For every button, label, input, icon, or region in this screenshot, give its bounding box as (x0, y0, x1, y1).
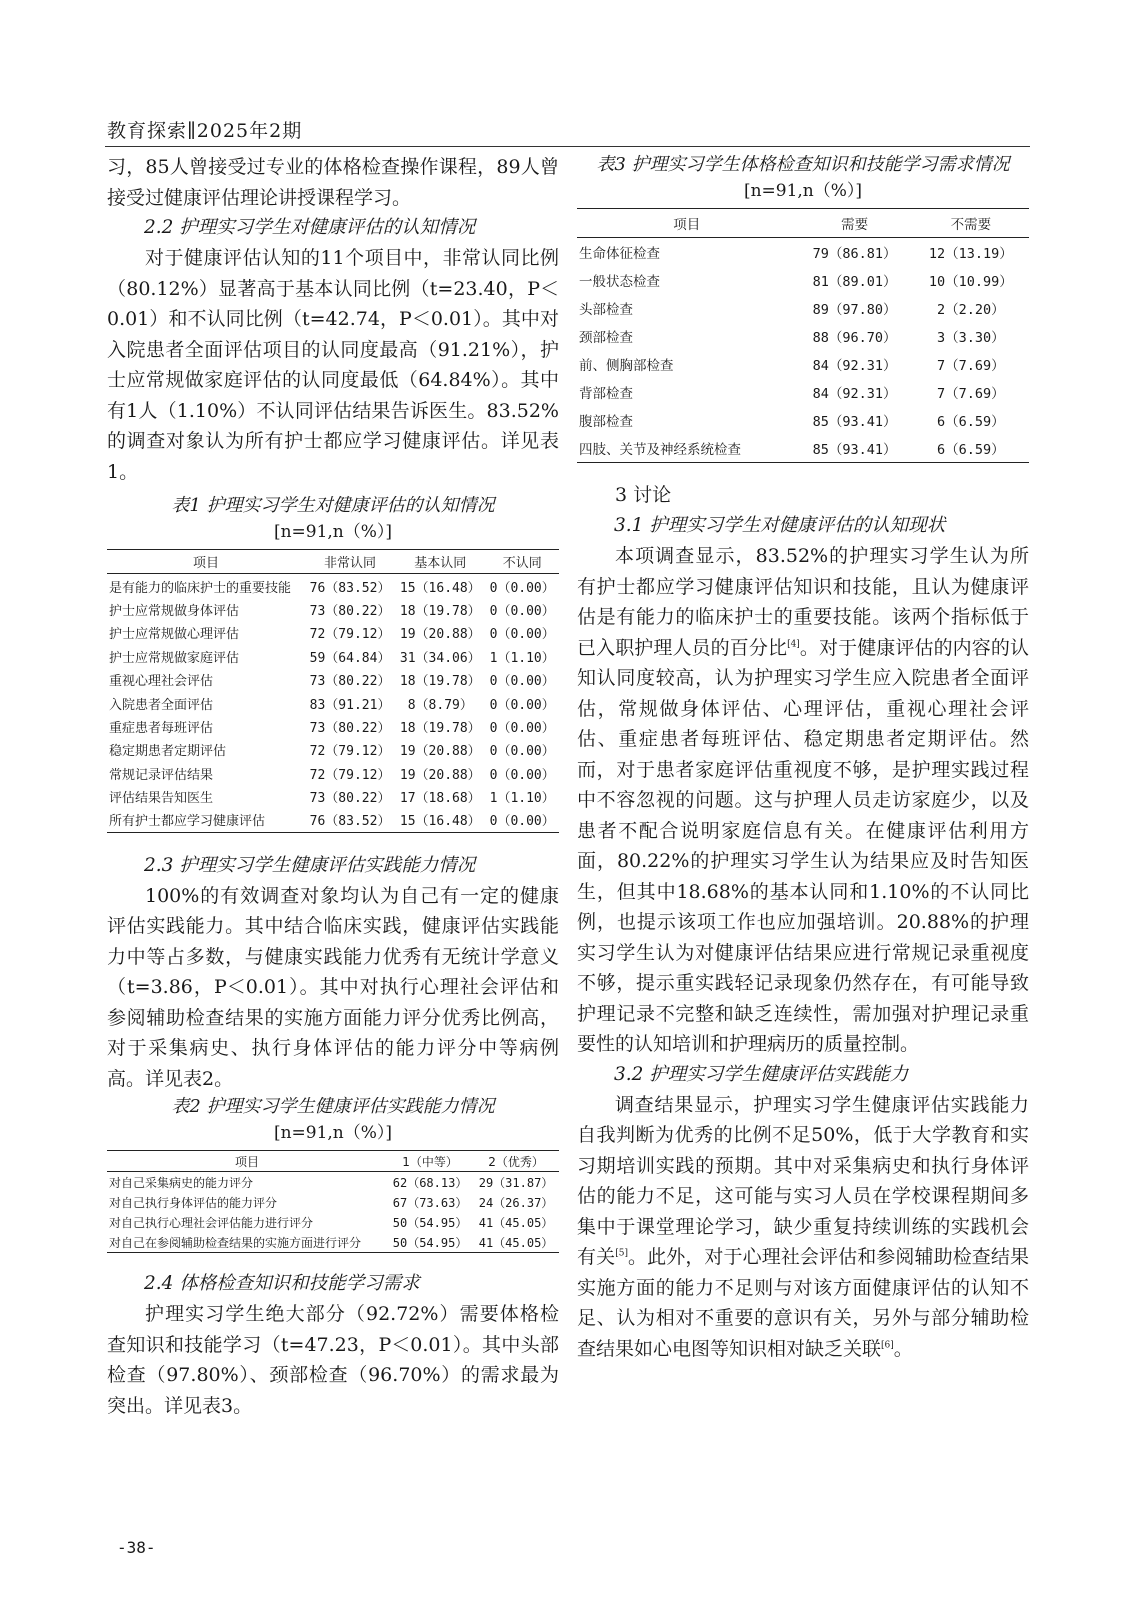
table1-row (107, 645, 559, 668)
table3-row (577, 238, 1029, 267)
section-heading-2-3: 2.3 护理实习学生健康评估实践能力情况 (144, 854, 476, 876)
table1-value-cell: 1（1.10） (489, 791, 555, 807)
table1-value-cell: 31（34.06） (399, 650, 481, 666)
table3-value-cell: 7（7.69） (937, 386, 1005, 402)
paragraph-3-1 (577, 541, 1029, 1060)
table3-value-cell: 2（2.20） (937, 302, 1005, 318)
table1-header-item: 项目 (107, 550, 305, 574)
table1-item-cell: 护士应常规做家庭评估 (109, 650, 240, 666)
header-rule (105, 146, 1030, 147)
table1-value-cell: 19（20.88） (399, 767, 481, 783)
table1-value-cell: 0（0.00） (489, 744, 555, 760)
table1-subcaption: [n=91,n（%）] (273, 522, 393, 542)
table3-value-cell: 6（6.59） (937, 414, 1005, 430)
table2-body (107, 1172, 559, 1253)
table1-item-cell: 护士应常规做身体评估 (109, 603, 240, 619)
table2-item-cell: 对自己采集病史的能力评分 (109, 1175, 254, 1190)
table1-value-cell: 73（80.22） (309, 720, 391, 736)
table1-item-cell: 入院患者全面评估 (109, 697, 214, 713)
table3-value-cell: 10（10.99） (928, 274, 1013, 290)
table2-header-item: 项目 (107, 1151, 387, 1172)
paragraph-3-1-part2: 。对于健康评估的内容的认知认同度较高，认为护理实习学生应入院患者全面评估，常规做身体评估、心理评估，重视心理社会评估、重症患者每班评估、稳定期患者定期评估。然而，对于患者家庭评估重视度不够，是护理实践过程中不容忽视的问题。这与护理人员走访家庭少，以及患者不配合说明家庭信息有关。在健康评估利用方面，80.22%的护理实习学生认为结果应及时告知医生，但其中18.68%的基本认同和1.10%的不认同比例，也提示该项工作也应加强培训。20.88%的护理实习学生认为对健康评估结果应进行常规记录重视度不够，提示重实践轻记录现象仍然存在，有可能导致护理记录不完整和缺乏连续性，需加强对护理记录重要性的认知培训和护理病历的质量控制。 (577, 636, 1029, 1055)
table1-value-cell: 0（0.00） (489, 720, 555, 736)
table1 (107, 549, 559, 833)
table1-value-cell: 72（79.12） (309, 744, 391, 760)
table3-subcaption: [n=91,n（%）] (743, 181, 863, 201)
table2-item-cell: 对自己执行身体评估的能力评分 (109, 1195, 278, 1210)
table1-row (107, 785, 559, 808)
citation-4: [4] (787, 639, 800, 650)
table1-row (107, 668, 559, 691)
table1-value-cell: 1（1.10） (489, 650, 555, 666)
table1-value-cell: 17（18.68） (399, 791, 481, 807)
table1-item-cell: 评估结果告知医生 (109, 791, 214, 807)
table3-value-cell: 88（96.70） (812, 330, 897, 346)
table2-row (107, 1232, 559, 1253)
paragraph-continued: 习，85人曾接受过专业的体格检查操作课程，89人曾接受过健康评估理论讲授课程学习。 (107, 156, 559, 209)
citation-6: [6] (881, 1340, 894, 1351)
table3-header-col1: 需要 (797, 209, 913, 238)
table3-value-cell: 84（92.31） (812, 386, 897, 402)
table1-value-cell: 73（80.22） (309, 603, 391, 619)
table3-item-cell: 腹部检查 (579, 414, 633, 430)
table1-row (107, 762, 559, 785)
table1-value-cell: 0（0.00） (489, 627, 555, 643)
table1-value-cell: 76（83.52） (305, 808, 395, 832)
table3-caption: 表3 护理实习学生体格检查知识和技能学习需求情况 (596, 154, 1010, 175)
table1-value-cell: 0（0.00） (489, 767, 555, 783)
table1-body (107, 574, 559, 832)
table2-row (107, 1192, 559, 1212)
table3-item-cell: 四肢、关节及神经系统检查 (577, 434, 797, 463)
table2-value-cell: 50（54.95） (387, 1232, 473, 1253)
table3-row (577, 266, 1029, 294)
table3-item-cell: 颈部检查 (579, 330, 633, 346)
table2-item-cell: 对自己执行心理社会评估能力进行评分 (109, 1215, 314, 1230)
table1-value-cell: 19（20.88） (399, 627, 481, 643)
table1-value-cell: 59（64.84） (309, 650, 391, 666)
table1-value-cell: 83（91.21） (309, 697, 391, 713)
table1-value-cell: 18（19.78） (399, 720, 481, 736)
table1-item-cell: 是有能力的临床护士的重要技能 (109, 580, 292, 596)
table1-value-cell: 0（0.00） (489, 697, 555, 713)
table3 (577, 208, 1029, 463)
table3-value-cell: 6（6.59） (913, 434, 1029, 463)
table2-value-cell: 50（54.95） (392, 1215, 468, 1230)
table3-value-cell: 81（89.01） (812, 274, 897, 290)
table2-row (107, 1212, 559, 1232)
paragraph-3-2 (577, 1090, 1029, 1365)
table3-value-cell: 84（92.31） (812, 358, 897, 374)
table2-subcaption: [n=91,n（%）] (273, 1123, 393, 1144)
table1-value-cell: 0（0.00） (489, 603, 555, 619)
page-number: -38- (117, 1538, 156, 1557)
table3-row (577, 294, 1029, 322)
paragraph-3-2-part2: 。此外，对于心理社会评估和参阅辅助检查结果实施方面的能力不足则与对该方面健康评估的认知不足、认为相对不重要的意识有关，另外与部分辅助检查结果如心电图等知识相对缺乏关联 (577, 1246, 1029, 1360)
table1-row (107, 574, 559, 598)
table3-item-cell: 生命体征检查 (579, 246, 660, 262)
table1-item-cell: 稳定期患者定期评估 (109, 744, 227, 760)
left-column (107, 152, 559, 1421)
table3-header-col2: 不需要 (913, 209, 1029, 238)
table1-header-col3: 不认同 (485, 550, 559, 574)
table2-value-cell: 62（68.13） (392, 1175, 468, 1190)
table1-value-cell: 72（79.12） (309, 767, 391, 783)
table1-value-cell: 73（80.22） (309, 674, 391, 690)
table2-caption: 表2 护理实习学生健康评估实践能力情况 (171, 1096, 495, 1118)
table1-row (107, 691, 559, 714)
table3-body (577, 238, 1029, 463)
section-heading-3: 3 讨论 (615, 484, 672, 506)
table2-value-cell: 67（73.63） (392, 1195, 468, 1210)
table3-row (577, 406, 1029, 434)
table2-value-cell: 29（31.87） (478, 1175, 554, 1190)
table1-row (107, 715, 559, 738)
table2-item-cell: 对自己在参阅辅助检查结果的实施方面进行评分 (107, 1232, 387, 1253)
section-heading-3-2: 3.2 护理实习学生健康评估实践能力 (614, 1063, 909, 1085)
paragraph-2-3: 100%的有效调查对象均认为自己有一定的健康评估实践能力。其中结合临床实践，健康评估实践能力中等占多数，与健康实践能力优秀有无统计学意义（t=3.86，P＜0.01）。其中对执行心理社会评估和参阅辅助检查结果的实施方面能力评分优秀比例高，对于采集病史、执行身体评估的能力评分中等病例高。详见表2。 (107, 884, 559, 1090)
table1-value-cell: 19（20.88） (399, 744, 481, 760)
paragraph-3-2-part1: 调查结果显示，护理实习学生健康评估实践能力自我判断为优秀的比例不足50%，低于大学教育和实习期培训实践的预期。其中对采集病史和执行身体评估的能力不足，这可能与实习人员在学校课程期间多集中于课堂理论学习，缺少重复持续训练的实践机会有关 (577, 1093, 1029, 1268)
table3-row (577, 322, 1029, 350)
table1-item-cell: 重视心理社会评估 (109, 674, 214, 690)
table1-item-cell: 重症患者每班评估 (109, 720, 214, 736)
table3-value-cell: 89（97.80） (812, 302, 897, 318)
table1-value-cell: 73（80.22） (309, 791, 391, 807)
table2-header-col1: 1（中等） (387, 1151, 473, 1172)
table2 (107, 1150, 559, 1253)
table3-item-cell: 一般状态检查 (579, 274, 660, 290)
table3-item-cell: 前、侧胸部检查 (579, 358, 674, 374)
table1-value-cell: 0（0.00） (485, 808, 559, 832)
table2-value-cell: 41（45.05） (478, 1215, 554, 1230)
table1-header-col1: 非常认同 (305, 550, 395, 574)
table1-header-col2: 基本认同 (395, 550, 485, 574)
table2-header-col2: 2（优秀） (473, 1151, 559, 1172)
table3-item-cell: 背部检查 (579, 386, 633, 402)
table3-row (577, 350, 1029, 378)
table1-value-cell: 0（0.00） (489, 674, 555, 690)
table3-value-cell: 3（3.30） (937, 330, 1005, 346)
table1-row (107, 808, 559, 832)
table3-value-cell: 79（86.81） (812, 246, 897, 262)
section-heading-2-2: 2.2 护理实习学生对健康评估的认知情况 (144, 217, 476, 238)
table1-row (107, 598, 559, 621)
table1-value-cell: 15（16.48） (399, 580, 481, 596)
section-heading-3-1: 3.1 护理实习学生对健康评估的认知现状 (614, 515, 946, 536)
journal-header: 教育探索∥2025年2期 (107, 120, 303, 142)
citation-5: [5] (615, 1248, 628, 1259)
table1-item-cell: 护士应常规做心理评估 (109, 627, 240, 643)
table3-value-cell: 85（93.41） (812, 414, 897, 430)
paragraph-3-1-part1: 本项调查显示，83.52%的护理实习学生认为所有护士都应学习健康评估知识和技能，且认为健康评估是有能力的临床护士的重要技能。该两个指标低于已入职护理人员的百分比 (577, 545, 1029, 659)
table3-row (577, 434, 1029, 463)
right-column (577, 152, 1029, 1364)
table1-value-cell: 72（79.12） (309, 627, 391, 643)
table1-value-cell: 0（0.00） (489, 580, 555, 596)
table2-row (107, 1172, 559, 1193)
table1-row (107, 621, 559, 644)
table1-row (107, 738, 559, 761)
table1-value-cell: 76（83.52） (309, 580, 391, 596)
table1-item-cell: 所有护士都应学习健康评估 (107, 808, 305, 832)
table2-value-cell: 24（26.37） (478, 1195, 554, 1210)
table3-header-item: 项目 (577, 209, 797, 238)
table1-item-cell: 常规记录评估结果 (109, 767, 214, 783)
table1-value-cell: 15（16.48） (395, 808, 485, 832)
paragraph-2-2: 对于健康评估认知的11个项目中，非常认同比例（80.12%）显著高于基本认同比例（t=23.40，P＜0.01）和不认同比例（t=42.74，P＜0.01）。其中对入院患者全面评估项目的认同度最高（91.21%），护士应常规做家庭评估的认同度最低（64.84%）。其中有1人（1.10%）不认同评估结果告诉医生。83.52%的调查对象认为所有护士都应学习健康评估。详见表1。 (107, 247, 559, 483)
table3-item-cell: 头部检查 (579, 302, 633, 318)
table1-caption: 表1 护理实习学生对健康评估的认知情况 (171, 495, 495, 516)
table3-value-cell: 12（13.19） (928, 246, 1013, 262)
table3-row (577, 378, 1029, 406)
section-heading-2-4: 2.4 体格检查知识和技能学习需求 (144, 1273, 420, 1295)
table1-value-cell: 18（19.78） (399, 674, 481, 690)
table2-value-cell: 41（45.05） (473, 1232, 559, 1253)
paragraph-3-2-part3: 。 (893, 1337, 913, 1360)
table3-value-cell: 85（93.41） (797, 434, 913, 463)
paragraph-2-4: 护理实习学生绝大部分（92.72%）需要体格检查知识和技能学习（t=47.23，P＜0.01）。其中头部检查（97.80%）、颈部检查（96.70%）的需求最为突出。详见表3。 (107, 1303, 559, 1417)
table3-value-cell: 7（7.69） (937, 358, 1005, 374)
table1-value-cell: 8（8.79） (407, 697, 473, 713)
table1-value-cell: 18（19.78） (399, 603, 481, 619)
